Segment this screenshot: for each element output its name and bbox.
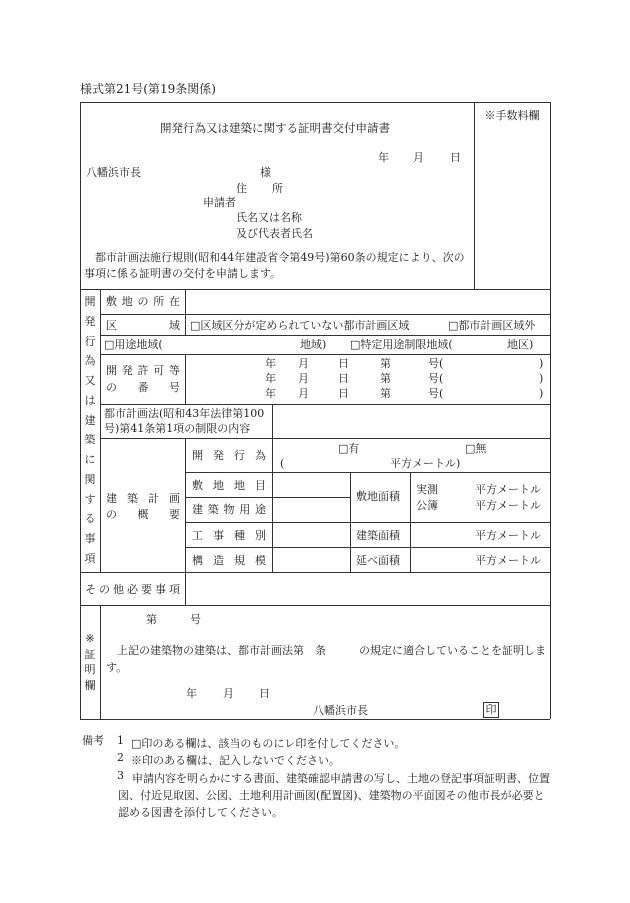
official-label: 公簿 — [416, 499, 438, 512]
label-char: 発 — [84, 314, 96, 328]
addressee: 八幡浜市長 — [86, 166, 141, 179]
rule-v-11 — [410, 472, 411, 572]
structure-scale-label — [192, 555, 266, 566]
rule-8 — [185, 497, 350, 498]
date-day: 日 — [450, 151, 461, 164]
total-floor-area-unit: 平方メートル — [475, 554, 541, 567]
label-char: 番 — [137, 381, 149, 394]
label-char: 行 — [234, 449, 245, 462]
label-char: 建 — [192, 503, 203, 516]
site-category-label — [192, 480, 266, 491]
zone-option-unzoned[interactable]: □区域区分が定められていない都市計画区域 — [190, 319, 410, 332]
rule-v-1 — [100, 289, 101, 572]
note-number: 1 — [117, 734, 124, 747]
permit-row-month: 月 — [298, 372, 309, 385]
total-floor-area-label: 延べ面積 — [356, 554, 400, 567]
label-char: 証 — [84, 647, 96, 661]
special-zone-suffix: 地区) — [507, 338, 534, 351]
dev-act-paren: ( — [280, 457, 285, 470]
rule-v-8 — [272, 438, 273, 472]
label-char: 許 — [137, 364, 149, 377]
fee-column-label: ※手数料欄 — [484, 109, 540, 122]
site-area-label: 敷地面積 — [356, 490, 400, 503]
note-number: 3 — [117, 769, 124, 782]
label-char: 欄 — [84, 678, 96, 692]
label-char: の — [99, 583, 110, 596]
building-area-unit: 平方メートル — [475, 529, 541, 542]
label-char: 別 — [255, 529, 266, 542]
label-char: 開 — [84, 295, 96, 308]
label-char: の — [106, 508, 117, 521]
label-char: 目 — [255, 479, 266, 492]
building-use-label — [192, 504, 266, 515]
rule-v-4 — [185, 314, 186, 335]
label-char: 為 — [84, 354, 96, 368]
applicant-label: 申請者 — [203, 196, 236, 209]
label-char: 建 — [84, 413, 96, 427]
label-char: 模 — [255, 554, 266, 567]
label-char: 必 — [127, 583, 138, 596]
label-char: 項 — [169, 583, 180, 596]
rule-6 — [100, 438, 550, 439]
label-char: 築 — [84, 433, 96, 447]
rule-v-12 — [185, 572, 186, 605]
label-char: 規 — [234, 554, 245, 567]
rule-v-3 — [185, 289, 186, 314]
certificate-mayor: 八幡浜市長 — [313, 704, 368, 717]
label-char: 工 — [192, 529, 203, 542]
label-char: 行 — [84, 334, 96, 348]
certificate-date-month: 月 — [223, 687, 234, 700]
label-char: 構 — [192, 554, 203, 567]
label-char: 敷 — [106, 295, 117, 308]
permit-row-day: 日 — [338, 387, 349, 400]
dev-act-sqm: 平方メートル) — [390, 457, 461, 470]
label-char: 要 — [169, 508, 180, 521]
permit-row-year: 年 — [265, 357, 276, 370]
note-text: ※印のある欄は、記入しないでください。 — [131, 754, 340, 767]
rule-v-9 — [272, 472, 273, 572]
label-char: 要 — [141, 583, 152, 596]
dev-act-has-option[interactable]: □有 — [338, 442, 360, 455]
label-char: 開 — [106, 364, 117, 377]
label-char: 築 — [127, 492, 138, 505]
label-char: 築 — [207, 503, 219, 516]
representative-label: 及び代表者氏名 — [236, 227, 313, 240]
date-year: 年 — [378, 151, 389, 164]
rule-v-2 — [100, 605, 101, 719]
building-plan-label-1 — [106, 493, 180, 504]
permit-row-close: ) — [539, 372, 544, 385]
label-char: 在 — [169, 295, 180, 308]
label-char: 所 — [153, 295, 165, 308]
label-char: そ — [85, 583, 96, 596]
label-char: ※ — [85, 632, 95, 645]
label-char: 物 — [223, 503, 235, 516]
label-char: 途 — [255, 503, 266, 516]
special-zone-option[interactable]: □特定用途制限地域( — [350, 338, 453, 351]
rule-3 — [100, 335, 550, 336]
label-char: 他 — [113, 583, 124, 596]
measured-unit: 平方メートル — [475, 483, 541, 496]
permit-row-go: 号( — [428, 387, 444, 400]
label-char: す — [84, 492, 96, 506]
table-border-right — [550, 102, 551, 719]
name-label: 氏名又は名称 — [236, 211, 302, 224]
certificate-no-prefix: 第 — [146, 613, 157, 626]
dev-section-vertical-label — [80, 296, 100, 564]
label-char: 事 — [84, 532, 96, 546]
site-location-label — [106, 296, 180, 307]
label-char: 関 — [84, 472, 96, 486]
permit-row-go: 号( — [428, 357, 444, 370]
address-label-2: 所 — [272, 182, 283, 195]
measured-label: 実測 — [416, 483, 438, 496]
dev-act-label — [192, 450, 266, 461]
label-char: 発 — [121, 364, 133, 377]
rule-v-10 — [350, 472, 351, 572]
permit-row-year: 年 — [265, 387, 276, 400]
label-char: 明 — [84, 663, 96, 677]
application-body: 都市計画法施行規則(昭和44年建設省令第49号)第60条の規定により、次の事項に係る証明書の交付を申請します。 — [84, 251, 465, 280]
rule-5 — [100, 404, 550, 405]
label-char: 地 — [213, 479, 224, 492]
other-items-label — [85, 584, 180, 595]
certificate-date-day: 日 — [259, 687, 270, 700]
permit-row-year: 年 — [265, 372, 276, 385]
label-char: 用 — [239, 503, 251, 516]
label-char: 画 — [169, 492, 180, 505]
note-text: 申請内容を明らかにする書面、建築確認申請書の写し、土地の登記事項証明書、位置図、付近見取図、公図、土地利用計画図(配置図)、建築物の平面図その他市長が必要と認める図書を添付してください。 — [118, 772, 550, 819]
rule-7 — [185, 472, 550, 473]
certificate-no-suffix: 号 — [190, 613, 201, 626]
table-border-bottom — [80, 719, 550, 720]
label-char: 又 — [84, 374, 96, 388]
rule-9 — [185, 522, 550, 523]
building-plan-label-2 — [106, 509, 180, 520]
permit-row-go: 号( — [428, 372, 444, 385]
notes-label: 備考 — [82, 734, 104, 747]
date-month: 月 — [413, 151, 424, 164]
zone-label-1: 区 — [106, 319, 117, 332]
note-number: 2 — [117, 751, 124, 764]
label-char: 敷 — [192, 479, 203, 492]
official-unit: 平方メートル — [475, 499, 541, 512]
label-char: 号 — [169, 381, 180, 394]
certificate-text: 上記の建築物の建築は、都市計画法第 条 の規定に適合していることを証明します。 — [106, 644, 546, 674]
permit-row-month: 月 — [298, 387, 309, 400]
permit-row-day: 日 — [338, 357, 349, 370]
permit-row-month: 月 — [298, 357, 309, 370]
form-number: 様式第21号(第19条関係) — [80, 82, 216, 96]
zone-option-outside[interactable]: □都市計画区域外 — [448, 319, 536, 332]
permit-row-close: ) — [539, 387, 544, 400]
rule-v-7 — [185, 438, 186, 572]
label-char: 事 — [213, 529, 224, 542]
zone-label-2: 域 — [169, 319, 180, 332]
rule-v-6 — [272, 404, 273, 438]
permit-row-close: ) — [539, 357, 544, 370]
rule-v-5 — [185, 354, 186, 404]
permit-label-1 — [106, 365, 180, 376]
label-char: 建 — [106, 492, 117, 505]
permit-row-no: 第 — [380, 387, 391, 400]
label-char: の — [106, 381, 117, 394]
label-char: る — [84, 512, 96, 526]
honorific: 様 — [260, 166, 271, 179]
label-char: 為 — [255, 449, 266, 462]
rule-1 — [80, 289, 550, 290]
label-char: 種 — [234, 529, 245, 542]
label-char: 地 — [234, 479, 245, 492]
rule-11 — [80, 572, 550, 573]
seal-mark: 印 — [483, 702, 499, 718]
rule-10 — [185, 547, 550, 548]
rule-12 — [80, 605, 550, 606]
label-char: は — [84, 393, 96, 407]
use-zone-option[interactable]: □用途地域( — [104, 338, 163, 351]
rule-4 — [100, 354, 550, 355]
permit-row-no: 第 — [380, 372, 391, 385]
label-char: に — [84, 453, 96, 467]
certificate-date-year: 年 — [186, 687, 197, 700]
article-41-label: 都市計画法(昭和43年法律第100号)第41条第1項の制限の内容 — [104, 407, 265, 435]
label-char: 計 — [148, 492, 159, 505]
use-zone-suffix: 地域) — [300, 338, 327, 351]
label-char: 開 — [192, 449, 203, 462]
address-label-1: 住 — [236, 182, 247, 195]
label-char: 造 — [213, 554, 224, 567]
label-char: 可 — [153, 364, 165, 377]
label-char: 概 — [137, 508, 149, 521]
rule-2 — [100, 314, 550, 315]
label-char: 発 — [213, 449, 224, 462]
construction-type-label — [192, 530, 266, 541]
permit-label-2 — [106, 382, 180, 393]
label-char: 等 — [169, 364, 180, 377]
permit-row-no: 第 — [380, 357, 391, 370]
label-char: の — [137, 295, 149, 308]
permit-row-day: 日 — [338, 372, 349, 385]
fee-column-divider — [474, 102, 475, 289]
table-border-top — [80, 102, 550, 103]
building-area-label: 建築面積 — [356, 529, 400, 542]
dev-act-none-option[interactable]: □無 — [465, 442, 487, 455]
application-title: 開発行為又は建築に関する証明書交付申請書 — [160, 121, 390, 135]
label-char: 事 — [155, 583, 166, 596]
label-char: 地 — [121, 295, 133, 308]
certificate-vertical-label — [80, 633, 100, 691]
label-char: 項 — [84, 551, 96, 565]
note-text: □印のある欄は、該当のものにレ印を付してください。 — [131, 737, 406, 750]
